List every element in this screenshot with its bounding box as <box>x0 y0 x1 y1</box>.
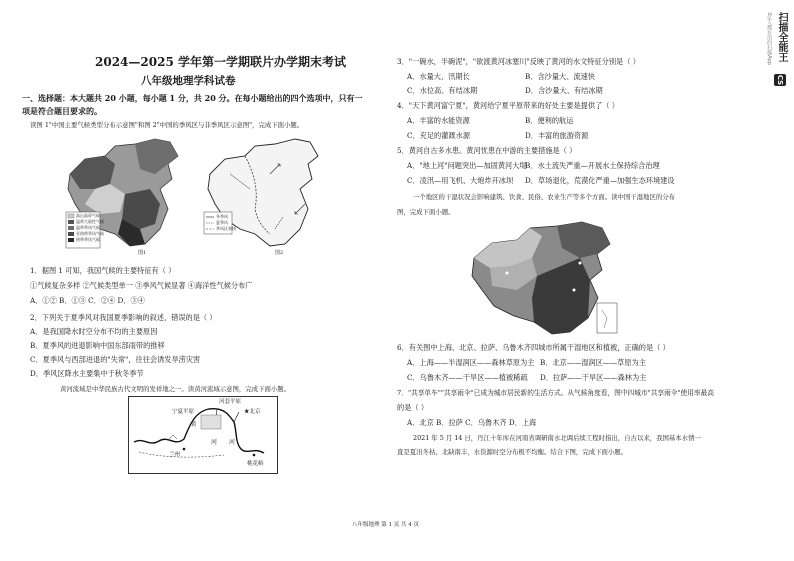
question-5-option-d: D．草场退化，荒漠化严重—加强生态环境建设 <box>525 176 675 185</box>
monsoon-map-svg <box>200 134 330 259</box>
map-label-ningxia: 宁夏平原 <box>172 409 195 415</box>
exam-subtitle: 八年级地理学科试卷 <box>141 75 236 87</box>
legend-item: 季风区界线 <box>216 226 236 231</box>
figure-caption: 图1 <box>138 250 147 256</box>
scanner-watermark <box>768 8 790 88</box>
legend-item: 亚热带季风气候 <box>76 231 104 236</box>
figure-caption: 图2 <box>275 250 284 256</box>
legend-item: 冬季风 <box>216 214 228 219</box>
question-4-option-d: D．丰富的旅游资源 <box>525 131 589 140</box>
dry-wet-map-svg <box>462 218 622 338</box>
climate-map-figure <box>60 134 195 259</box>
question-6-option-c: C．乌鲁木齐——干旱区——植被稀疏 <box>407 373 528 382</box>
page-footer: 八年级地理 第 1 页 共 4 页 <box>352 522 419 528</box>
scanner-tagline: 3亿人都在用的扫描App <box>766 12 772 65</box>
question-5-stem: 5．黄河自古多水患。黄河忧患在中游的主要措施是（ ） <box>397 146 577 155</box>
question-3-stem: 3．"一碗水，半碗泥"，"欲渡黄河冰塞川"反映了黄河的水文特征分别是（ ） <box>397 57 640 66</box>
intro-water: 2021 年 5 月 14 日，丹江十年库在河南省调研南水北调后续工程时指出，自古以来，我国基本水情一 <box>413 434 701 442</box>
section-heading: 一、选择题：本大题共 20 小题，每小题 1 分，共 20 分。在每小题给出的四个选项中，只有一 <box>22 93 363 103</box>
legend-item: 温带季风气候 <box>76 225 100 230</box>
question-3-option-b: B．含沙量大、流速快 <box>525 72 595 81</box>
question-7-stem-cont: 的是（ ） <box>397 403 429 412</box>
question-4-stem: 4．"天下黄河富宁夏"，黄河给宁夏平原带来的好处主要是提供了（ ） <box>397 101 619 110</box>
question-6-option-a: A．上海——半湿润区——森林草原为主 <box>407 358 535 367</box>
question-1-stem: 1．据图 1 可知，我国气候的主要特征有（ ） <box>30 266 176 275</box>
question-2-stem: 2．下列关于夏季风对我国夏季影响的叙述，错误的是（ ） <box>30 313 217 322</box>
question-3-option-c: C．水位高、有结冰期 <box>407 86 478 95</box>
question-2-option-c: C．夏季风与西部进退的"失常"，往往会诱发旱涝灾害 <box>30 355 201 364</box>
question-3-option-a: A．水量大、汛期长 <box>407 72 470 81</box>
question-5-option-a: A．"地上河"问题突出—加固黄河大堤 <box>407 161 527 170</box>
exam-title: 2024—2025 学年第一学期联片办学期末考试 <box>95 55 346 69</box>
question-6-option-b: B．北京——湿润区——草原为主 <box>540 358 646 367</box>
legend-item: 温带大陆性气候 <box>76 219 104 224</box>
scanner-brand: 扫描全能王 <box>776 12 787 62</box>
map-label-he: 河 <box>211 439 218 446</box>
monsoon-map-figure <box>200 134 330 259</box>
intro-dry-wet-cont: 图，完成下面小题。 <box>397 208 455 216</box>
question-7-stem: 7．"共享单车""共享雨伞"已成为城市居民新的生活方式。从气候角度看，图中四城市"共享雨伞"使用率最高 <box>397 389 714 397</box>
question-1-choices: A．①② B．①③ C．②④ D．③④ <box>30 296 145 305</box>
question-6-stem: 6．有关图中上海、北京、拉萨、乌鲁木齐四城市所属干湿地区和植被，正确的是（ ） <box>397 343 670 352</box>
map-label-huayuankou: 桃花峪 <box>247 461 264 467</box>
section-heading-cont: 项是符合题目要求的。 <box>22 106 102 116</box>
map-label-hetao: 河套平原 <box>219 399 242 405</box>
legend-item: 夏季风 <box>216 220 228 225</box>
question-1-statements: ①气候复杂多样 ②气候类型单一 ③季风气候显著 ④海洋性气候分布广 <box>30 281 253 290</box>
intro-yellow-river: 黄河流域是中华民族古代文明的发祥地之一。读黄河流域示意图，完成下面小题。 <box>60 385 291 393</box>
legend-item: 高山高原气候 <box>76 213 100 218</box>
map-label-lanzhou: 兰州 <box>169 452 181 458</box>
yellow-river-figure <box>128 396 278 474</box>
question-2-option-b: B．夏季风的进退影响中国东部雨带的推移 <box>30 341 165 350</box>
question-7-choices: A．北京 B．拉萨 C．乌鲁木齐 D．上海 <box>407 418 537 427</box>
question-6-option-d: D．拉萨——干旱区——森林为主 <box>540 373 647 382</box>
question-4-option-a: A．丰富的水能资源 <box>407 116 470 125</box>
intro-dry-wet: 一个地区的干湿状况会影响建筑、饮食、民俗、农业生产等多个方面。读中国干湿地区的分布 <box>413 193 676 201</box>
legend-item: 热带季风气候 <box>76 237 100 242</box>
scanner-logo: CS <box>776 74 784 86</box>
map-label-river: 河 <box>229 439 236 446</box>
dry-wet-map-figure <box>462 218 622 338</box>
question-4-option-b: B．便利的航运 <box>525 116 574 125</box>
map-label-beijing: ★北京 <box>244 409 261 415</box>
intro-climate: 读图 1"中国主要气候类型分布示意图"和图 2"中国的季风区与非季风区示意图"，完成下面小题。 <box>30 121 304 129</box>
map-label-yellow: 黄 <box>191 422 197 428</box>
question-5-option-b: B．水土流失严重—开展水土保持综合治理 <box>525 161 660 170</box>
question-2-option-a: A．是我国降水时空分布不均的主要原因 <box>30 327 158 336</box>
question-2-option-d: D．季风区降水主要集中于秋冬季节 <box>30 369 144 378</box>
intro-water-cont: 直是夏汛冬枯、北缺南丰，水资源时空分布极不均衡。结合下图，完成下面小题。 <box>397 448 628 456</box>
question-3-option-d: D．含沙量大、有结冰期 <box>525 86 603 95</box>
question-5-option-c: C．凌汛—用飞机、大炮炸开冰坝 <box>407 176 514 185</box>
question-4-option-c: C．充足的灌溉水源 <box>407 131 471 140</box>
